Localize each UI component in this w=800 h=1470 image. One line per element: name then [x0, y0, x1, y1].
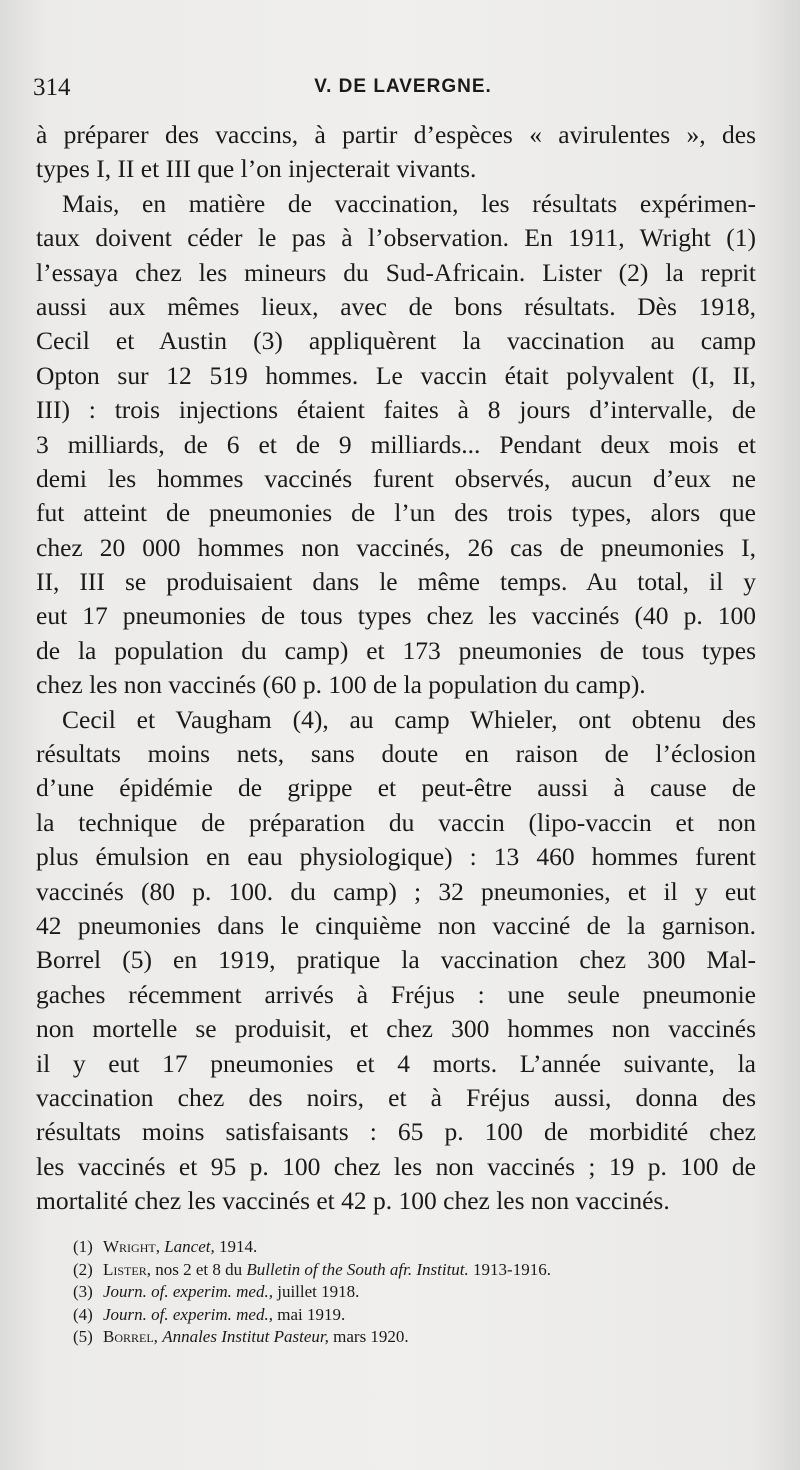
- text-line: la technique de préparation du vaccin (lipo-vaccin et non: [36, 807, 756, 837]
- text-line: mortalité chez les vaccinés et 42 p. 100 chez les non vaccinés.: [36, 1186, 670, 1216]
- text-line: chez 20 000 hommes non vaccinés, 26 cas de pneumonies I,: [36, 532, 756, 562]
- footnote: [73, 1236, 773, 1259]
- text-line: Mais, en matière de vaccination, les résultats expérimen-: [62, 188, 756, 218]
- text-line: 3 milliards, de 6 et de 9 milliards... Pendant deux mois et: [36, 429, 756, 459]
- footnote: [73, 1281, 773, 1304]
- footnote: [73, 1304, 773, 1327]
- text-line: 42 pneumonies dans le cinquième non vacciné de la garnison.: [36, 910, 756, 940]
- text-line: résultats moins nets, sans doute en raison de l’éclosion: [36, 739, 756, 769]
- running-head: V. DE LAVERGNE.: [314, 76, 492, 97]
- text-line: types I, II et III que l’on injecterait vivants.: [36, 154, 477, 184]
- text-line: Opton sur 12 519 hommes. Le vaccin était polyvalent (I, II,: [36, 360, 756, 390]
- footnote-author: Borrel,: [103, 1327, 158, 1346]
- footnote-author: Lister,: [103, 1259, 151, 1279]
- text-line: III) : trois injections étaient faites à 8 jours d’intervalle, de: [36, 395, 756, 425]
- text-line: gaches récemment arrivés à Fréjus : une seule pneumonie: [36, 979, 756, 1009]
- footnote-years: 1913-1916.: [473, 1259, 551, 1279]
- footnote: [73, 1259, 773, 1282]
- footnote-marker: (1): [73, 1237, 93, 1256]
- text-line: Borrel (5) en 1919, pratique la vaccination chez 300 Mal-: [36, 945, 756, 975]
- text-line: eut 17 pneumonies de tous types chez les vaccinés (40 p. 100: [36, 601, 756, 631]
- text-line: Cecil et Vaugham (4), au camp Whieler, ont obtenu des: [62, 704, 756, 734]
- footnote-source: Bulletin of the South afr. Institut.: [246, 1259, 469, 1279]
- text-line: vaccination chez des noirs, et à Fréjus aussi, donna des: [36, 1082, 756, 1112]
- footnote-text: mai 1919.: [277, 1304, 346, 1324]
- body-text: [36, 118, 756, 1219]
- footnotes: [73, 1236, 773, 1349]
- footnote-title: Lancet,: [164, 1237, 215, 1256]
- text-line: il y eut 17 pneumonies et 4 morts. L’année suivante, la: [36, 1048, 756, 1078]
- text-line: fut atteint de pneumonies de l’un des trois types, alors que: [36, 498, 756, 528]
- text-line: non mortelle se produisit, et chez 300 hommes non vaccinés: [36, 1014, 756, 1044]
- text-line: II, III se produisaient dans le même temps. Au total, il y: [36, 567, 756, 597]
- footnote-title: Journ. of. experim. med.,: [103, 1282, 273, 1301]
- page-number: 314: [33, 74, 71, 101]
- text-line: plus émulsion en eau physiologique) : 13 460 hommes furent: [36, 842, 756, 872]
- footnote-author: Wright,: [103, 1237, 160, 1256]
- text-line: vaccinés (80 p. 100. du camp) ; 32 pneumonies, et il y eut: [36, 876, 756, 906]
- text-line: de la population du camp) et 173 pneumonies de tous types: [36, 635, 756, 665]
- text-line: aussi aux mêmes lieux, avec de bons résultats. Dès 1918,: [36, 291, 756, 321]
- footnote-marker: (5): [73, 1327, 93, 1346]
- text-line: chez les non vaccinés (60 p. 100 de la population du camp).: [36, 670, 646, 700]
- footnote-marker: (4): [73, 1304, 93, 1324]
- text-line: l’essaya chez les mineurs du Sud-Africain. Lister (2) la reprit: [36, 257, 756, 287]
- footnote-title: Journ. of. experim. med.,: [103, 1304, 273, 1324]
- page-header: [33, 74, 733, 108]
- footnote-marker: (3): [73, 1282, 93, 1301]
- text-line: les vaccinés et 95 p. 100 chez les non vaccinés ; 19 p. 100 de: [36, 1151, 756, 1181]
- footnote-text: juillet 1918.: [277, 1282, 360, 1301]
- text-line: Cecil et Austin (3) appliquèrent la vaccination au camp: [36, 326, 756, 356]
- text-line: taux doivent céder le pas à l’observation. En 1911, Wright (1): [36, 223, 756, 253]
- text-line: résultats moins satisfaisants : 65 p. 100 de morbidité chez: [36, 1117, 756, 1147]
- footnote-text: nos 2 et 8 du: [155, 1259, 243, 1279]
- text-line: d’une épidémie de grippe et peut-être aussi à cause de: [36, 773, 756, 803]
- text-line: demi les hommes vaccinés furent observés, aucun d’eux ne: [36, 463, 756, 493]
- footnote-title: Annales Institut Pasteur,: [162, 1327, 329, 1346]
- footnote: [73, 1326, 773, 1349]
- text-line: à préparer des vaccins, à partir d’espèces « avirulentes », des: [36, 120, 756, 149]
- footnote-marker: (2): [73, 1259, 93, 1279]
- footnote-text: 1914.: [219, 1237, 258, 1256]
- footnote-text: mars 1920.: [333, 1327, 409, 1346]
